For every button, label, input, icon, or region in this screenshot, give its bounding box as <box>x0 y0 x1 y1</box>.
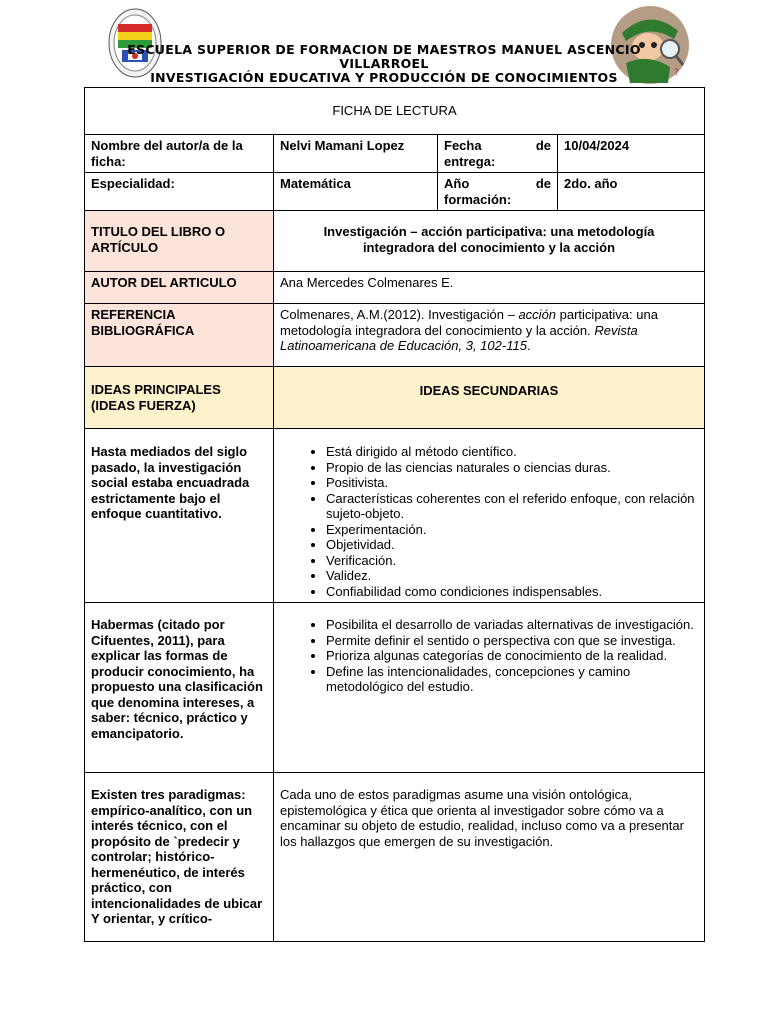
list-item: • Características coherentes con el referido enfoque, con relación sujeto-objeto. <box>326 491 698 522</box>
list-item: • Prioriza algunas categorías de conocimiento de la realidad. <box>326 648 698 664</box>
list-item: • Define las intencionalidades, concepciones y camino metodológico del estudio. <box>326 664 698 695</box>
secondary-ideas-2 <box>274 603 705 773</box>
year-value: 2do. año <box>558 173 705 211</box>
list-item: • Objetividad. <box>326 537 698 553</box>
book-title-label: TITULO DEL LIBRO O ARTÍCULO <box>85 211 274 272</box>
list-item: • Está dirigido al método científico. <box>326 444 698 460</box>
secondary-ideas-header: IDEAS SECUNDARIAS <box>274 367 705 429</box>
list-item: • Verificación. <box>326 553 698 569</box>
list-item: • Confiabilidad como condiciones indispensables. <box>326 584 698 600</box>
article-author-value: Ana Mercedes Colmenares E. <box>274 272 705 304</box>
book-title-value: Investigación – acción participativa: una metodología integradora del conocimiento y la acción <box>274 211 705 272</box>
date-value: 10/04/2024 <box>558 135 705 173</box>
list-item: • Experimentación. <box>326 522 698 538</box>
main-idea-2: Habermas (citado por Cifuentes, 2011), para explicar las formas de producir conocimiento, ha propuesto una clasificación que denomina intereses, a saber: técnico, práctico y emancipatorio. <box>85 603 274 773</box>
specialty-value: Matemática <box>274 173 438 211</box>
main-ideas-header: IDEAS PRINCIPALES (IDEAS FUERZA) <box>85 367 274 429</box>
list-item: • Posibilita el desarrollo de variadas alternativas de investigación. <box>326 617 698 633</box>
reference-label: REFERENCIA BIBLIOGRÁFICA <box>85 304 274 367</box>
header-school-name-cont: VILLARROEL <box>339 56 429 71</box>
list-item: • Permite definir el sentido o perspectiva con que se investiga. <box>326 633 698 649</box>
specialty-label: Especialidad: <box>85 173 274 211</box>
reading-card-table <box>84 87 705 942</box>
author-label: Nombre del autor/a de la ficha: <box>85 135 274 173</box>
card-title: FICHA DE LECTURA <box>85 88 705 135</box>
year-label: Año de formación: <box>438 173 558 211</box>
secondary-ideas-1 <box>274 429 705 603</box>
list-item: • Validez. <box>326 568 698 584</box>
header-subject: INVESTIGACIÓN EDUCATIVA Y PRODUCCIÓN DE CONOCIMIENTOS <box>150 70 618 85</box>
main-idea-1: Hasta mediados del siglo pasado, la investigación social estaba encuadrada estrictamente bajo el enfoque cuantitativo. <box>85 429 274 603</box>
list-item: • Positivista. <box>326 475 698 491</box>
main-idea-3: Existen tres paradigmas: empírico-analítico, con un interés técnico, con el propósito de `predecir y controlar; histórico-hermenéutico, de interés práctico, con intencionalidades de ubicar Y orientar, y crítico- <box>85 773 274 942</box>
list-item: • Propio de las ciencias naturales o ciencias duras. <box>326 460 698 476</box>
header-school-name: ESCUELA SUPERIOR DE FORMACION DE MAESTROS MANUEL ASCENCIO <box>127 42 641 57</box>
svg-text:?: ? <box>674 68 679 78</box>
author-value: Nelvi Mamani Lopez <box>274 135 438 173</box>
document-header <box>0 0 768 88</box>
secondary-ideas-3: Cada uno de estos paradigmas asume una visión ontológica, epistemológica y ética que orienta al investigador sobre cómo va a encaminar su objeto de estudio, realidad, incluso como va a presentar los hallazgos que emergen de su investigación. <box>274 773 705 942</box>
reference-value: Colmenares, A.M.(2012). Investigación – acción participativa: una metodología integradora del conocimiento y la acción. Revista Latinoamericana de Educación, 3, 102-115. <box>274 304 705 367</box>
date-label: Fecha de entrega: <box>438 135 558 173</box>
article-author-label: AUTOR DEL ARTICULO <box>85 272 274 304</box>
